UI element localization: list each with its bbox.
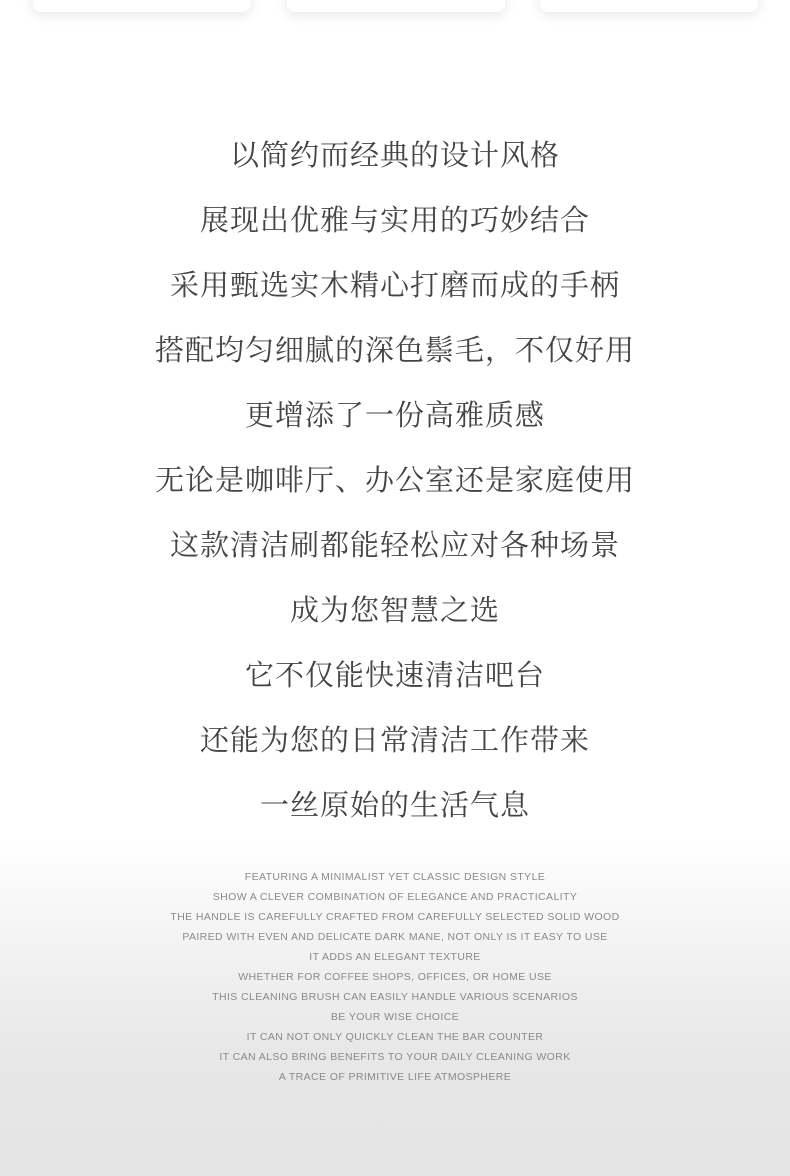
english-line: BE YOUR WISE CHOICE [330,1011,460,1023]
product-card-2 [287,0,505,12]
english-line: A TRACE OF PRIMITIVE LIFE ATMOSPHERE [278,1071,512,1083]
english-line: IT CAN ALSO BRING BENEFITS TO YOUR DAILY CLEANING WORK [219,1051,571,1063]
chinese-line: 成为您智慧之选 [289,593,500,627]
english-description [0,867,790,1087]
chinese-line: 这款清洁刷都能轻松应对各种场景 [169,528,620,562]
english-line: THIS CLEANING BRUSH CAN EASILY HANDLE VARIOUS SCENARIOS [212,991,578,1003]
product-card-3 [540,0,758,12]
english-line: SHOW A CLEVER COMBINATION OF ELEGANCE AND PRACTICALITY [212,891,578,903]
english-line: WHETHER FOR COFFEE SHOPS, OFFICES, OR HOME USE [238,971,552,983]
chinese-line: 更增添了一份高雅质感 [244,398,545,432]
chinese-line: 它不仅能快速清洁吧台 [244,658,545,692]
chinese-line: 一丝原始的生活气息 [259,788,530,822]
chinese-line: 以简约而经典的设计风格 [229,138,560,172]
english-line: THE HANDLE IS CAREFULLY CRAFTED FROM CAREFULLY SELECTED SOLID WOOD [170,911,620,923]
english-line: IT ADDS AN ELEGANT TEXTURE [309,951,481,963]
english-line: PAIRED WITH EVEN AND DELICATE DARK MANE, NOT ONLY IS IT EASY TO USE [182,931,608,943]
chinese-line: 展现出优雅与实用的巧妙结合 [199,203,590,237]
chinese-line: 无论是咖啡厅、办公室还是家庭使用 [154,463,635,497]
product-card-1 [33,0,251,12]
chinese-line: 搭配均匀细腻的深色鬃毛，不仅好用 [154,333,635,367]
chinese-line: 采用甄选实木精心打磨而成的手柄 [169,268,620,302]
english-line: IT CAN NOT ONLY QUICKLY CLEAN THE BAR COUNTER [246,1031,544,1043]
chinese-line: 还能为您的日常清洁工作带来 [199,723,590,757]
english-line: FEATURING A MINIMALIST YET CLASSIC DESIGN STYLE [244,871,546,883]
chinese-description [0,123,790,838]
